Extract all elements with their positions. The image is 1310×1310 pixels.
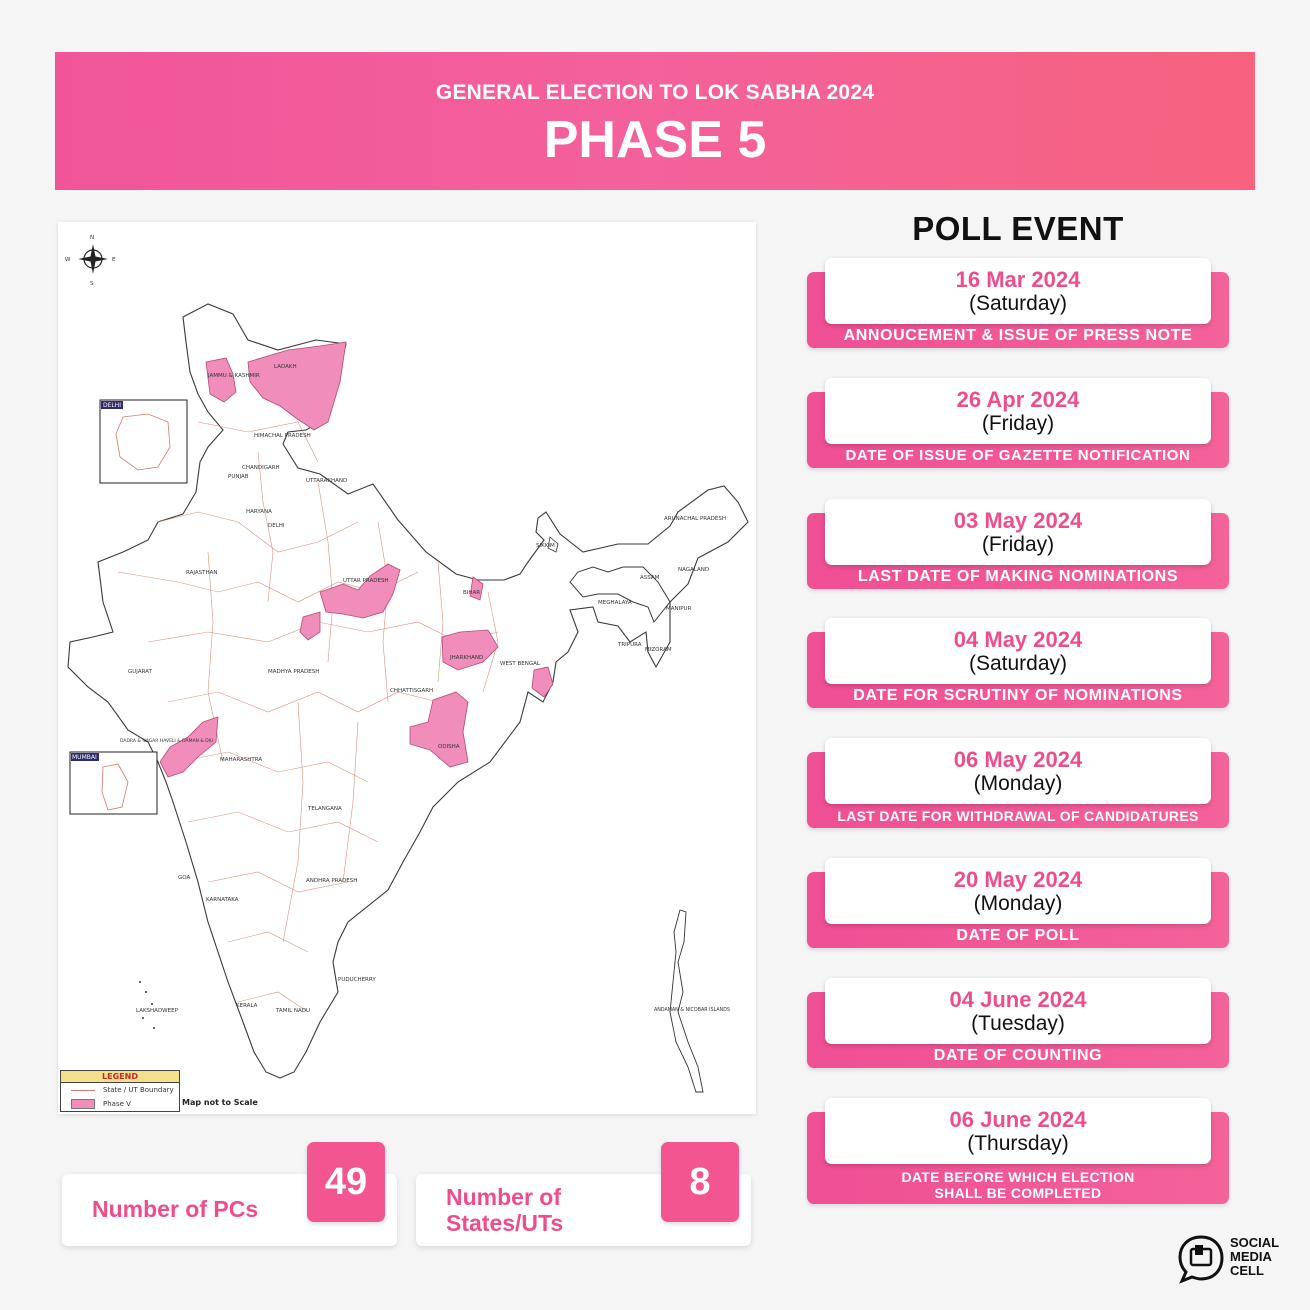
stat-states-label-line2: States/UTs xyxy=(446,1210,564,1236)
event-label: DATE OF POLL xyxy=(956,927,1080,944)
label-bihar: BIHAR xyxy=(463,590,481,596)
page-title: PHASE 5 xyxy=(543,111,767,169)
logo-line3: CELL xyxy=(1230,1263,1264,1278)
label-nagaland: NAGALAND xyxy=(678,567,710,573)
label-dnh: DADRA & NAGAR HAVELI & DAMAN & DIU xyxy=(120,739,214,744)
chat-bubble-icon xyxy=(1176,1233,1226,1285)
event-label: LAST DATE OF MAKING NOMINATIONS xyxy=(857,568,1179,585)
legend-boundary-label: State / UT Boundary xyxy=(103,1086,174,1094)
stat-states-label-line1: Number of xyxy=(446,1184,561,1210)
compass-icon xyxy=(65,235,116,287)
inset-mumbai-label: MUMBAI xyxy=(72,754,97,761)
label-westbengal: WEST BENGAL xyxy=(500,661,540,667)
event-date: 16 Mar 2024 xyxy=(955,267,1081,292)
event-card xyxy=(807,738,1229,828)
event-label: DATE OF COUNTING xyxy=(933,1047,1103,1064)
event-day: (Monday) xyxy=(973,892,1063,915)
event-day: (Friday) xyxy=(981,533,1055,556)
inset-delhi-label: DELHI xyxy=(103,402,122,409)
india-map xyxy=(58,222,756,1114)
label-arunachal: ARUNACHAL PRADESH xyxy=(664,516,726,522)
legend-row-phase xyxy=(61,1097,179,1111)
stat-pcs xyxy=(62,1160,397,1246)
event-card xyxy=(807,978,1229,1068)
label-lakshadweep: LAKSHADWEEP xyxy=(136,1008,178,1014)
logo-line1: SOCIAL xyxy=(1230,1235,1280,1250)
map-scale-note: Map not to Scale xyxy=(182,1098,258,1107)
label-puducherry: PUDUCHERRY xyxy=(338,977,376,983)
inset-delhi xyxy=(100,400,187,483)
event-card xyxy=(807,258,1229,348)
stat-states-label xyxy=(446,1184,563,1236)
event-date: 26 Apr 2024 xyxy=(956,387,1080,412)
andaman-islands xyxy=(670,910,703,1092)
event-card xyxy=(807,499,1229,589)
label-mizoram: MIZORAM xyxy=(645,647,672,653)
label-uttarakhand: UTTARAKHAND xyxy=(306,478,348,484)
stat-states xyxy=(416,1160,751,1246)
legend-phase-label: Phase V xyxy=(103,1100,131,1108)
compass-w: W xyxy=(65,257,71,263)
label-jk: JAMMU & KASHMIR xyxy=(208,373,260,379)
boundary-swatch xyxy=(71,1090,95,1091)
event-label: ANNOUCEMENT & ISSUE OF PRESS NOTE xyxy=(843,327,1193,344)
event-date: 06 May 2024 xyxy=(953,747,1083,772)
legend-row-boundary xyxy=(61,1083,179,1097)
map-legend xyxy=(60,1070,180,1112)
compass-n: N xyxy=(90,235,95,241)
compass-e: E xyxy=(112,257,116,263)
legend-title: LEGEND xyxy=(61,1071,179,1083)
label-gujarat: GUJARAT xyxy=(128,669,152,675)
label-rajasthan: RAJASTHAN xyxy=(186,570,218,576)
event-label xyxy=(807,1166,1229,1204)
event-day: (Thursday) xyxy=(967,1132,1069,1155)
event-day: (Saturday) xyxy=(968,292,1068,315)
compass-s: S xyxy=(90,281,94,287)
event-label: LAST DATE FOR WITHDRAWAL OF CANDIDATURES xyxy=(837,808,1199,824)
event-date: 20 May 2024 xyxy=(953,867,1083,892)
event-card xyxy=(807,378,1229,468)
stat-pcs-value: 49 xyxy=(307,1142,385,1222)
label-sikkim: SIKKIM xyxy=(536,543,555,549)
event-date: 03 May 2024 xyxy=(953,508,1083,533)
event-card xyxy=(807,618,1229,708)
label-ladakh: LADAKH xyxy=(274,364,297,370)
event-date: 06 June 2024 xyxy=(949,1107,1087,1132)
label-meghalaya: MEGHALAYA xyxy=(598,600,632,606)
label-mp: MADHYA PRADESH xyxy=(268,669,320,675)
header-subtitle: GENERAL ELECTION TO LOK SABHA 2024 xyxy=(435,81,875,104)
event-label: DATE OF ISSUE OF GAZETTE NOTIFICATION xyxy=(845,447,1191,464)
event-label: DATE FOR SCRUTINY OF NOMINATIONS xyxy=(853,687,1183,704)
label-karnataka: KARNATAKA xyxy=(206,897,239,903)
label-andaman: ANDAMAN & NICOBAR ISLANDS xyxy=(654,1008,730,1013)
label-odisha: ODISHA xyxy=(438,744,460,750)
poll-event-heading: POLL EVENT xyxy=(912,210,1124,247)
label-telangana: TELANGANA xyxy=(308,806,342,812)
event-day: (Tuesday) xyxy=(971,1012,1065,1035)
label-himachal: HIMACHAL PRADESH xyxy=(254,433,311,439)
map-card xyxy=(58,222,756,1114)
label-manipur: MANIPUR xyxy=(666,606,692,612)
label-chandigarh: CHANDIGARH xyxy=(242,465,280,471)
logo-text xyxy=(1230,1236,1279,1278)
lakshadweep-islands xyxy=(139,981,155,1029)
logo-line2: MEDIA xyxy=(1230,1249,1272,1264)
event-label-line2: SHALL BE COMPLETED xyxy=(934,1185,1102,1201)
label-punjab: PUNJAB xyxy=(228,474,249,480)
event-day: (Friday) xyxy=(981,412,1055,435)
event-card xyxy=(807,858,1229,948)
label-maharashtra: MAHARASHTRA xyxy=(220,757,263,763)
label-up: UTTAR PRADESH xyxy=(343,578,389,584)
event-day: (Monday) xyxy=(973,772,1063,795)
label-chhattisgarh: CHHATTISGARH xyxy=(390,688,434,694)
inset-mumbai xyxy=(70,752,157,814)
label-jharkhand: JHARKHAND xyxy=(450,655,484,661)
event-date: 04 June 2024 xyxy=(949,987,1087,1012)
label-delhi: DELHI xyxy=(268,523,285,529)
header-banner xyxy=(55,52,1255,190)
label-tamilnadu: TAMIL NADU xyxy=(276,1008,311,1014)
event-day: (Saturday) xyxy=(968,652,1068,675)
event-card xyxy=(807,1098,1229,1204)
label-tripura: TRIPURA xyxy=(618,642,642,648)
stat-states-value: 8 xyxy=(661,1142,739,1222)
label-kerala: KERALA xyxy=(236,1003,258,1009)
label-ap: ANDHRA PRADESH xyxy=(306,878,358,884)
phase-swatch xyxy=(71,1099,95,1109)
stat-pcs-label: Number of PCs xyxy=(92,1196,259,1222)
social-media-cell-logo xyxy=(1176,1233,1286,1285)
event-date: 04 May 2024 xyxy=(953,627,1083,652)
label-assam: ASSAM xyxy=(640,575,660,581)
event-label-line1: DATE BEFORE WHICH ELECTION xyxy=(901,1169,1135,1185)
label-haryana: HARYANA xyxy=(246,509,272,515)
label-goa: GOA xyxy=(178,875,191,881)
